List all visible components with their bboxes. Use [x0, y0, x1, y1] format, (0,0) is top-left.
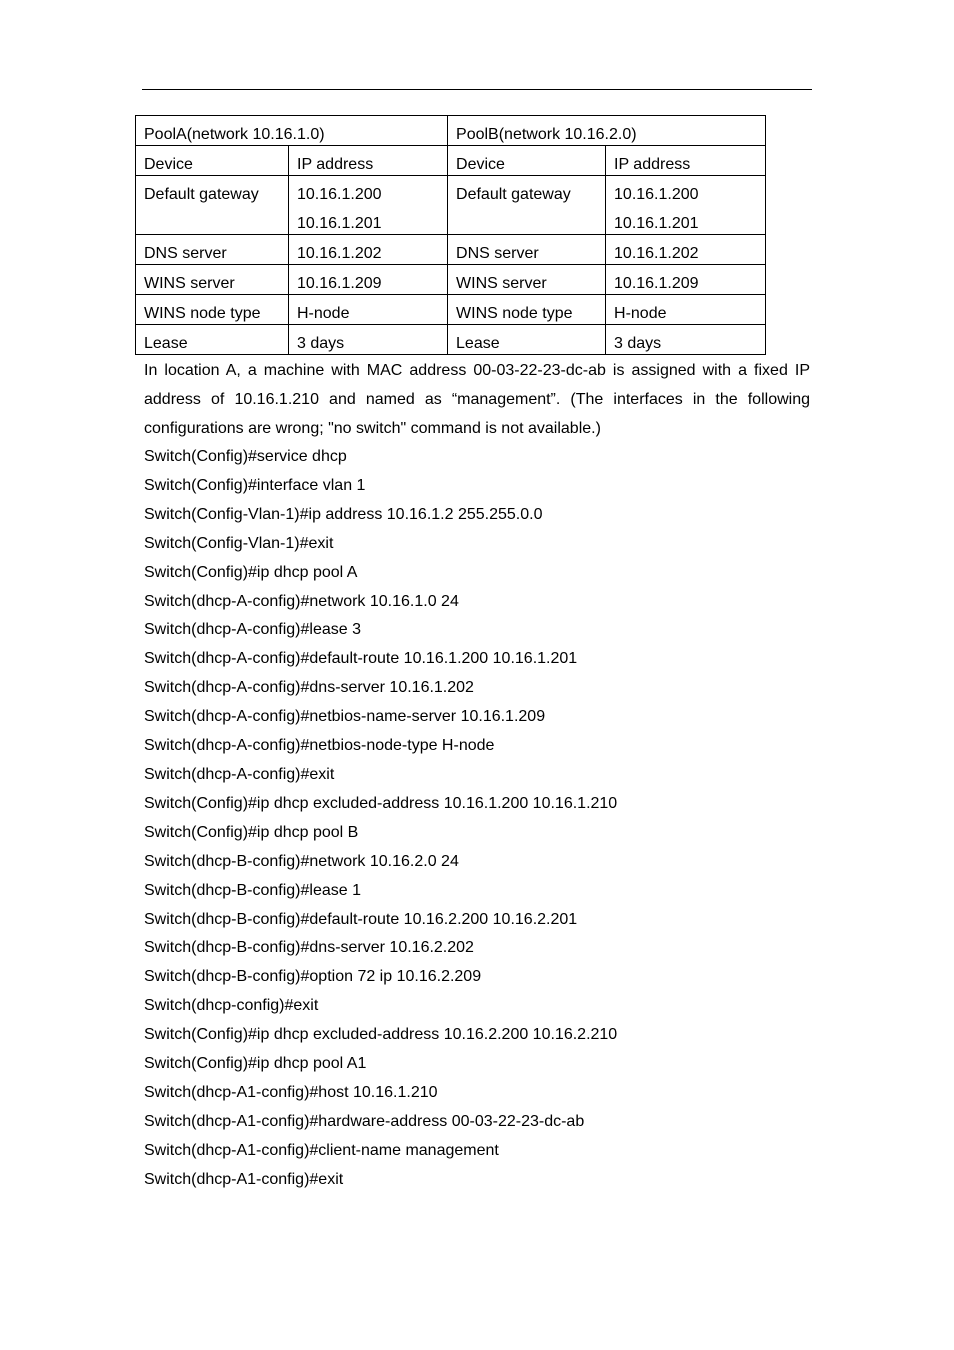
header-rule — [142, 89, 812, 90]
cell-value: 10.16.1.201 — [614, 215, 699, 232]
table-row — [136, 265, 766, 295]
cell-value: DNS server — [456, 245, 539, 262]
command-line: Switch(Config)#ip dhcp pool A1 — [144, 1055, 367, 1073]
command-line: Switch(dhcp-A-config)#netbios-name-server 10.16.1.209 — [144, 708, 546, 726]
command-line: Switch(Config)#service dhcp — [144, 448, 347, 465]
pool-b-device-cell — [448, 325, 606, 355]
command-line: Switch(dhcp-B-config)#option 72 ip 10.16.2.209 — [144, 968, 482, 986]
cell-value: 10.16.1.201 — [297, 215, 382, 232]
cell-value: 10.16.1.200 — [614, 186, 699, 203]
intro-paragraph: In location A, a machine with MAC address 00-03-22-23-dc-ab is assigned with a fixed IP address of 10.16.1.210 and named as “management”. (The interfaces in the following configurations are wrong; "no switch" command is not available.) — [144, 362, 810, 437]
pool-a-ip-cell — [289, 265, 448, 295]
pool-a-device-cell — [136, 176, 289, 235]
pool-b-ip-cell — [606, 325, 766, 355]
pool-a-header: PoolA(network 10.16.1.0) — [136, 116, 448, 146]
command-line: Switch(dhcp-B-config)#dns-server 10.16.2.202 — [144, 939, 474, 957]
cell-value: DNS server — [144, 245, 227, 262]
command-line: Switch(dhcp-B-config)#lease 1 — [144, 881, 361, 899]
command-line: Switch(dhcp-A1-config)#client-name management — [144, 1141, 499, 1159]
pool-a-ip-cell — [289, 235, 448, 265]
command-line: Switch(Config-Vlan-1)#ip address 10.16.1.2 255.255.0.0 — [144, 505, 543, 523]
command-line: Switch(dhcp-A-config)#netbios-node-type H-node — [144, 737, 495, 755]
pool-a-ip-cell — [289, 176, 448, 235]
command-list — [144, 443, 810, 1195]
pool-a-device-cell — [136, 235, 289, 265]
table-row — [136, 295, 766, 325]
cell-value: Lease — [144, 335, 188, 352]
command-line: Switch(Config)#ip dhcp pool A — [144, 563, 358, 581]
column-header-row — [136, 146, 766, 176]
dhcp-pool-table — [135, 115, 766, 355]
cell-value: 3 days — [614, 335, 662, 352]
cell-value: 10.16.1.200 — [297, 186, 382, 203]
cell-value: H-node — [614, 305, 667, 322]
pool-b-device-cell — [448, 235, 606, 265]
table-row — [136, 235, 766, 265]
cell-value: WINS server — [456, 275, 547, 292]
command-line: Switch(Config)#ip dhcp excluded-address 10.16.2.200 10.16.2.210 — [144, 1026, 618, 1044]
pool-b-ip-cell — [606, 235, 766, 265]
command-line: Switch(dhcp-A-config)#exit — [144, 765, 335, 783]
command-line: Switch(Config)#ip dhcp pool B — [144, 823, 359, 841]
command-line: Switch(dhcp-A1-config)#hardware-address 00-03-22-23-dc-ab — [144, 1112, 585, 1130]
command-line: Switch(dhcp-B-config)#network 10.16.2.0 24 — [144, 852, 459, 870]
pool-a-device-cell — [136, 295, 289, 325]
command-line: Switch(Config)#ip dhcp excluded-address 10.16.1.200 10.16.1.210 — [144, 794, 618, 812]
command-line: Switch(dhcp-config)#exit — [144, 997, 319, 1015]
command-line: Switch(Config)#interface vlan 1 — [144, 476, 366, 494]
pool-b-device-cell — [448, 176, 606, 235]
command-line: Switch(dhcp-A-config)#lease 3 — [144, 621, 361, 639]
pool-b-header: PoolB(network 10.16.2.0) — [448, 116, 766, 146]
cell-value: 10.16.1.202 — [614, 245, 699, 262]
pool-b-ip-cell — [606, 295, 766, 325]
pool-header-row — [136, 116, 766, 146]
pool-a-ip-cell — [289, 295, 448, 325]
pool-b-ip-cell — [606, 176, 766, 235]
pool-b-ip-col-header: IP address — [606, 146, 766, 176]
command-line: Switch(Config-Vlan-1)#exit — [144, 534, 334, 552]
command-line: Switch(dhcp-A-config)#dns-server 10.16.1.202 — [144, 679, 474, 697]
pool-b-ip-cell — [606, 265, 766, 295]
cell-value: Default gateway — [144, 186, 259, 203]
cell-value: H-node — [297, 305, 350, 322]
cell-value: WINS server — [144, 275, 235, 292]
table-row — [136, 325, 766, 355]
document-body — [144, 356, 810, 1195]
command-line: Switch(dhcp-A-config)#network 10.16.1.0 24 — [144, 592, 459, 610]
cell-value: 10.16.1.209 — [614, 275, 699, 292]
pool-a-ip-cell — [289, 325, 448, 355]
cell-value: Lease — [456, 335, 500, 352]
cell-value: 10.16.1.209 — [297, 275, 382, 292]
pool-b-device-col-header: Device — [448, 146, 606, 176]
pool-a-device-cell — [136, 325, 289, 355]
pool-b-device-cell — [448, 295, 606, 325]
cell-value: WINS node type — [456, 305, 573, 322]
pool-a-device-cell — [136, 265, 289, 295]
command-line: Switch(dhcp-A1-config)#host 10.16.1.210 — [144, 1083, 438, 1101]
pool-a-ip-col-header: IP address — [289, 146, 448, 176]
cell-value: 10.16.1.202 — [297, 245, 382, 262]
table-row — [136, 176, 766, 235]
command-line: Switch(dhcp-B-config)#default-route 10.16.2.200 10.16.2.201 — [144, 910, 578, 928]
cell-value: 3 days — [297, 335, 345, 352]
pool-b-device-cell — [448, 265, 606, 295]
command-line: Switch(dhcp-A-config)#default-route 10.16.1.200 10.16.1.201 — [144, 650, 578, 668]
cell-value: Default gateway — [456, 186, 571, 203]
command-line: Switch(dhcp-A1-config)#exit — [144, 1170, 344, 1188]
pool-a-device-col-header: Device — [136, 146, 289, 176]
cell-value: WINS node type — [144, 305, 261, 322]
